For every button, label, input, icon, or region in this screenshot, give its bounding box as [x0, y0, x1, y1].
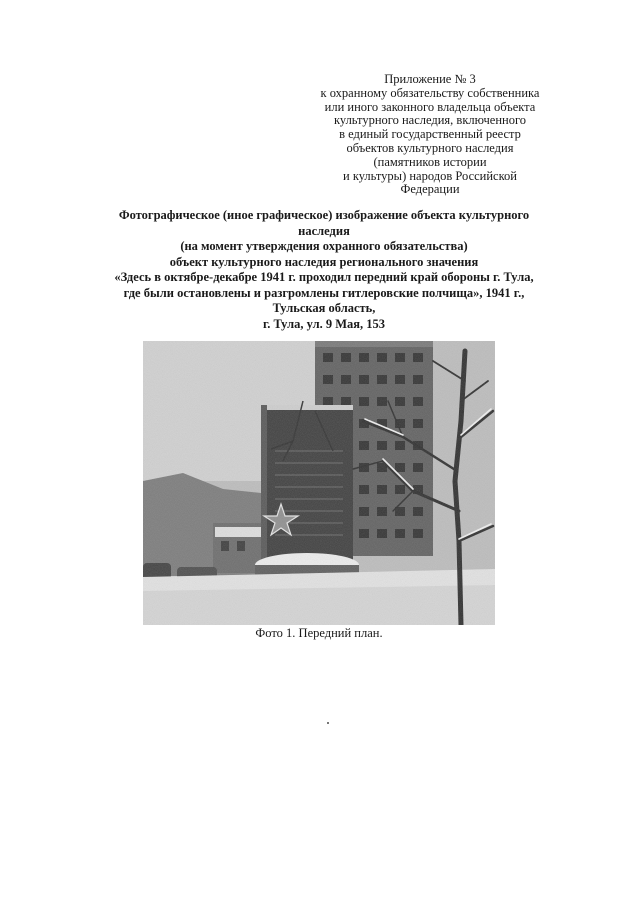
title-line: наследия	[298, 223, 350, 238]
appendix-line: Федерации	[400, 182, 460, 197]
title-line: где были остановлены и разгромлены гитлеровские полчища», 1941 г.,	[123, 285, 525, 300]
title-line: объект культурного наследия регионального значения	[169, 254, 479, 269]
appendix-line: к охранному обязательству собственника	[320, 85, 540, 100]
appendix-line: в единый государственный реестр	[339, 127, 521, 142]
title-line: Фотографическое (иное графическое) изображение объекта культурного	[118, 208, 530, 222]
appendix-line: (памятников истории	[373, 154, 487, 169]
appendix-line: объектов культурного наследия	[346, 140, 514, 155]
appendix-header	[300, 73, 560, 197]
photo-caption: Фото 1. Передний план.	[255, 626, 383, 640]
monument-photo	[143, 341, 495, 625]
appendix-line: и культуры) народов Российской	[343, 168, 517, 183]
appendix-line: или иного законного владельца объекта	[324, 99, 536, 114]
appendix-line: Приложение № 3	[384, 72, 476, 86]
appendix-line: культурного наследия, включенного	[333, 113, 527, 128]
title-line: «Здесь в октябре-декабре 1941 г. проходил передний край обороны г. Тула,	[114, 270, 534, 284]
title-line: (на момент утверждения охранного обязательства)	[180, 239, 468, 253]
scan-speck	[327, 722, 329, 724]
title-line: г. Тула, ул. 9 Мая, 153	[262, 316, 386, 331]
title-line: Тульская область,	[272, 301, 376, 315]
document-title	[80, 208, 568, 332]
